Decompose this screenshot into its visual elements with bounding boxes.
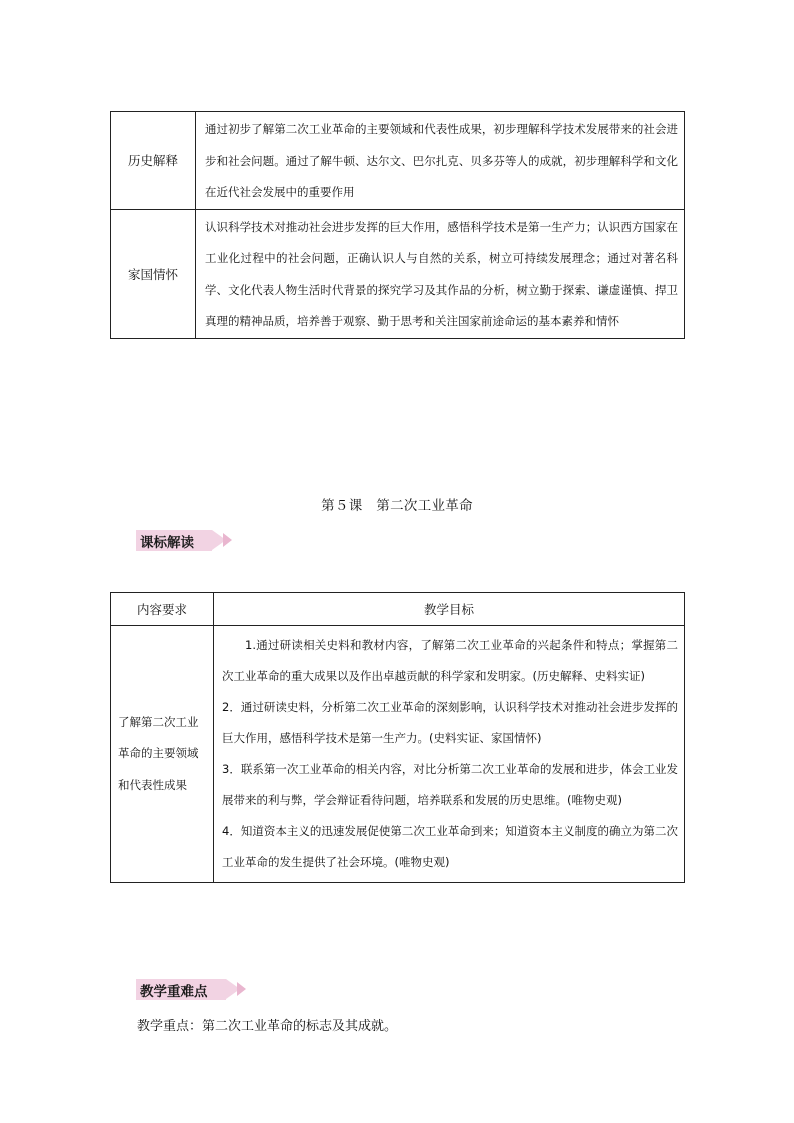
table-row xyxy=(111,209,685,338)
section-tag-curriculum xyxy=(136,530,212,551)
table-row xyxy=(111,112,685,210)
goal-item: 2．通过研读史料，分析第二次工业革命的深刻影响，认识科学技术对推动社会进步发挥的巨大作用，感悟科学技术是第一生产力。(史料实证、家国情怀) xyxy=(222,700,678,745)
key-points-text: 教学重点：第二次工业革命的标志及其成就。 xyxy=(137,1019,398,1034)
section-tag-key-points xyxy=(136,979,226,1000)
header-goals: 教学目标 xyxy=(214,593,685,626)
literacy-table xyxy=(110,111,685,339)
row-label-history-explanation: 历史解释 xyxy=(111,112,196,210)
goal-item: 3．联系第一次工业革命的相关内容，对比分析第二次工业革命的发展和进步，体会工业发展带来的利与弊，学会辩证看待问题，培养联系和发展的历史思维。(唯物史观) xyxy=(222,762,678,807)
lesson-title: 第５课 第二次工业革命 xyxy=(321,498,473,514)
table-header-row xyxy=(111,593,685,626)
row-label-patriotism: 家国情怀 xyxy=(111,209,196,338)
tag-arrow-icon xyxy=(223,533,232,547)
section-tag-label: 课标解读 xyxy=(140,534,194,551)
row-text-history-explanation: 通过初步了解第二次工业革命的主要领域和代表性成果，初步理解科学技术发展带来的社会进步和社会问题。通过了解牛顿、达尔文、巴尔扎克、贝多芬等人的成就，初步理解科学和文化在近代社会发展中的重要作用 xyxy=(196,112,685,210)
row-text-patriotism: 认识科学技术对推动社会进步发挥的巨大作用，感悟科学技术是第一生产力；认识西方国家在工业化过程中的社会问题，正确认识人与自然的关系，树立可持续发展理念；通过对著名科学、文化代表人物生活时代背景的探究学习及其作品的分析，树立勤于探索、谦虚谨慎、捍卫真理的精神品质，培养善于观察、勤于思考和关注国家前途命运的基本素养和情怀 xyxy=(196,209,685,338)
goal-item: 1.通过研读相关史料和教材内容，了解第二次工业革命的兴起条件和特点；掌握第二次工业革命的重大成果以及作出卓越贡献的科学家和发明家。(历史解释、史料实证) xyxy=(222,638,678,683)
table-row xyxy=(111,626,685,883)
goal-item: 4．知道资本主义的迅速发展促使第二次工业革命到来；知道资本主义制度的确立为第二次工业革命的发生提供了社会环境。(唯物史观) xyxy=(222,824,678,869)
requirement-cell: 了解第二次工业革命的主要领域和代表性成果 xyxy=(111,626,214,883)
teaching-goal-table xyxy=(110,592,685,883)
tag-arrow-icon xyxy=(237,982,246,996)
header-requirement: 内容要求 xyxy=(111,593,214,626)
goals-cell xyxy=(214,626,685,883)
section-tag-label: 教学重难点 xyxy=(140,983,208,1000)
